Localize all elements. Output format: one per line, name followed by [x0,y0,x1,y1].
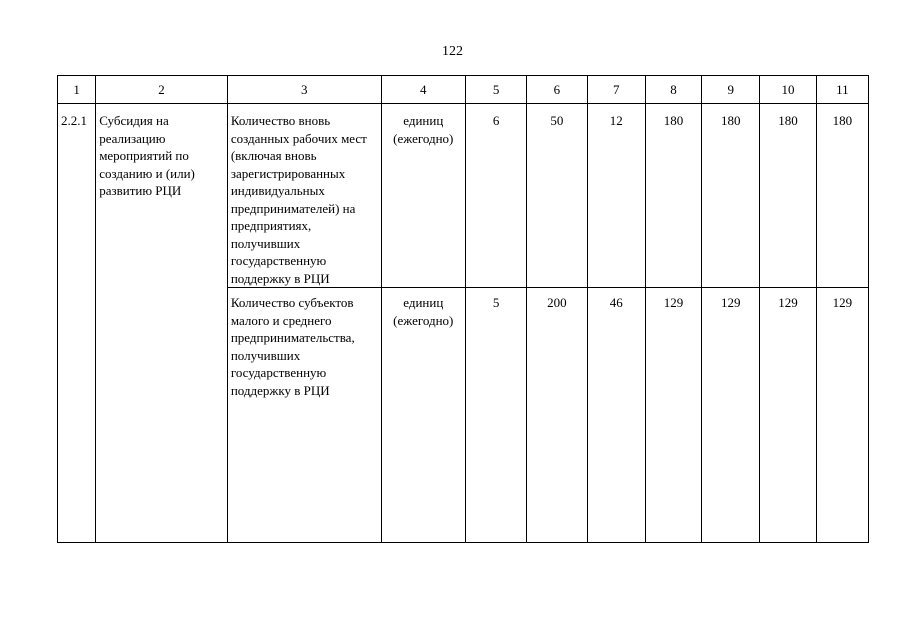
value-cell-11: 129 [816,288,868,543]
header-cell-6: 6 [527,76,587,104]
value-cell-5: 6 [465,104,526,288]
header-cell-7: 7 [587,76,645,104]
header-cell-9: 9 [702,76,760,104]
header-cell-10: 10 [760,76,816,104]
value-cell-7: 12 [587,104,645,288]
value-cell-8: 129 [645,288,701,543]
value-cell-5: 5 [465,288,526,543]
header-cell-11: 11 [816,76,868,104]
header-cell-4: 4 [381,76,465,104]
event-code-cell: 2.2.1 [58,104,96,543]
value-cell-8: 180 [645,104,701,288]
page-number: 122 [442,44,463,59]
value-cell-6: 200 [527,288,587,543]
header-cell-8: 8 [645,76,701,104]
value-cell-9: 129 [702,288,760,543]
value-cell-10: 180 [760,104,816,288]
header-cell-2: 2 [96,76,228,104]
header-cell-5: 5 [465,76,526,104]
table-row [58,104,869,288]
value-cell-11: 180 [816,104,868,288]
indicator-cell: Количество вновь созданных рабочих мест (включая вновь зарегистрированных индивидуальных предпринимателей) на предприятиях, получивших государственную поддержку в РЦИ [227,104,381,288]
value-cell-7: 46 [587,288,645,543]
value-cell-6: 50 [527,104,587,288]
value-cell-10: 129 [760,288,816,543]
header-cell-3: 3 [227,76,381,104]
event-name-cell: Субсидия на реализацию мероприятий по созданию и (или) развитию РЦИ [96,104,228,543]
indicators-table [57,75,869,543]
unit-cell: единиц (ежегодно) [381,288,465,543]
unit-cell: единиц (ежегодно) [381,104,465,288]
indicator-cell: Количество субъектов малого и среднего предпринимательства, получивших государственную поддержку в РЦИ [227,288,381,543]
table-header-row [58,76,869,104]
header-cell-1: 1 [58,76,96,104]
value-cell-9: 180 [702,104,760,288]
